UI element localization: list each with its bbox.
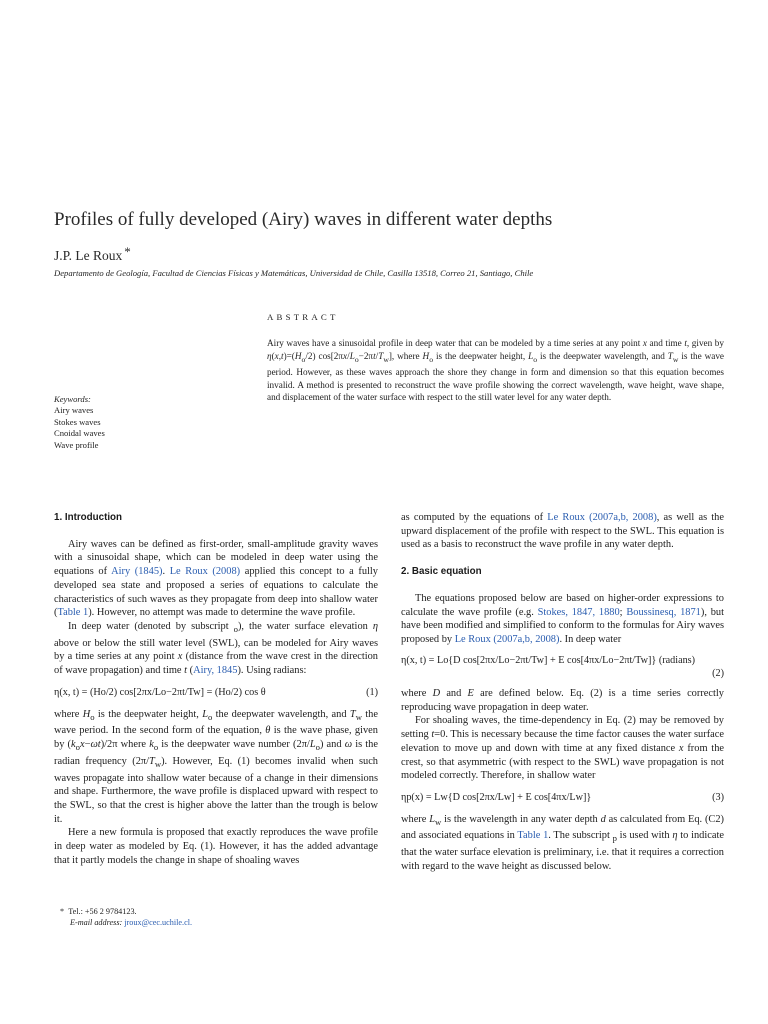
equation-3 (401, 791, 724, 805)
email-link[interactable]: jroux@cec.uchile.cl. (124, 918, 193, 927)
keywords-heading: Keywords: (54, 394, 91, 404)
keyword-item: Wave profile (54, 439, 99, 450)
keyword-item: Airy waves (54, 405, 94, 415)
citation-link[interactable]: Le Roux (2008) (169, 566, 241, 578)
citation-link[interactable]: Airy, 1845 (193, 665, 238, 677)
paragraph: where D and E are defined below. Eq. (2) is a time series correctly reproducing wave propagation in deep water. (401, 688, 724, 713)
paragraph: For shoaling waves, the time-dependency in Eq. (2) may be removed by setting t=0. This is necessary because the time factor causes the water surface elevation to move up and down with time at any fixed distance x from the crest, so that asymmetric (with respect to the SWL) wave propagation is not modeled correctly. Therefore, in shallow water (401, 715, 724, 782)
keywords-list (54, 405, 105, 451)
section-heading-basic-equation: 2. Basic equation (401, 566, 482, 578)
abstract-text: Airy waves have a sinusoidal profile in deep water that can be modeled by a time series at any point x and time t, given by $\eta(x,t)=(H_o/2)$ $\cos[2\pi x/L_o-2\pi t/T_w]$, where $H_o$ is the deepwater height, $L_o$ is the deepwater wavelength, and $T_w$ is the wave period. However, as these waves approach the shore they change in form and dimension so that this equation becomes invalid. A method is presented to reconstruct the wave profile showing the correct wavelength, wave height, wave shape, and displacement of the water surface with respect to the still water level for any water depth. (267, 338, 724, 403)
paper-title: Profiles of fully developed (Airy) waves in different water depths (54, 209, 553, 230)
footnote (60, 906, 380, 928)
equation-3-body: ηp(x) = Lw{D cos[2πx/Lw] + E cos[4πx/Lw]} (401, 791, 592, 803)
footnote-mark: * (60, 907, 69, 916)
citation-link[interactable]: Airy (1845) (111, 566, 163, 578)
paragraph: Airy waves can be defined as first-order, small-amplitude gravity waves with a sinusoidal shape, which can be modeled in deep water using the equations of Airy (1845). Le Roux (2008) applied this concept to a fully developed sea state and proposed a series of equations to calculate the characteristics of such waves as they propagate from deep into shallow water (Table 1). However, no attempt was made to determine the wave profile. (54, 538, 378, 619)
equation-2 (401, 654, 724, 668)
paragraph: Here a new formula is proposed that exactly reproduces the wave profile in deep water as modeled by Eq. (1). However, it has the added advantage that it partly models the change in shape of shoaling waves (54, 827, 378, 866)
citation-link[interactable]: Stokes, 1847, 1880 (537, 606, 620, 618)
equation-1 (54, 686, 378, 700)
right-column (401, 511, 724, 874)
citation-link[interactable]: Le Roux (2007a,b, 2008) (547, 512, 657, 523)
author-name: J.P. Le Roux (54, 248, 123, 263)
equation-2-body: η(x, t) = Lo{D cos[2πx/Lo−2πt/Tw] + E cos[4πx/Lo−2πt/Tw]} (radians) (401, 654, 696, 666)
equation-1-number: (1) (366, 686, 378, 698)
abstract-heading: ABSTRACT (267, 312, 339, 322)
citation-link[interactable]: Le Roux (2007a,b, 2008) (454, 633, 560, 645)
equation-1-body: η(x, t) = (Ho/2) cos[2πx/Lo−2πt/Tw] = (Ho/2) cos θ (54, 686, 266, 698)
table-link[interactable]: Table 1 (517, 830, 549, 842)
equation-2-number: (2) (712, 668, 724, 680)
paragraph: The equations proposed below are based on higher-order expressions to calculate the wave profile (e.g. Stokes, 1847, 1880; Boussinesq, 1871), but have been modified and simplified to conform to the formulas for Airy waves proposed by Le Roux (2007a,b, 2008). In deep water (401, 592, 724, 645)
paragraph: as computed by the equations of Le Roux (2007a,b, 2008), as well as the upward displacement of the profile with respect to the SWL. This equation is used as a basis to reconstruct the wave profile in any water depth. (401, 512, 724, 551)
table-link[interactable]: Table 1 (57, 607, 89, 619)
left-column (54, 511, 378, 867)
keyword-item: Cnoidal waves (54, 428, 105, 438)
paragraph: In deep water (denoted by subscript $_o$), the water surface elevation η above or below the still water level (SWL), can be modeled for Airy waves by a time series at any point x (distance from the wave crest in the direction of wave propagation) and time t (Airy, 1845). Using radians: (54, 620, 378, 677)
keyword-item: Stokes waves (54, 416, 101, 427)
paragraph: where $L_w$ is the wavelength in any water depth d as calculated from Eq. (C2) and associated equations in Table 1. The subscript $_p$ is used with η to indicate that the water surface elevation is preliminary, i.e. that it requires a correction with regard to the wave height as discussed below. (401, 813, 725, 872)
footnote-tel: * Tel.: +56 2 9784123. (60, 907, 137, 916)
author-footnote-mark[interactable]: * (124, 244, 131, 259)
email-label: E-mail address: (70, 918, 123, 927)
citation-link[interactable]: Boussinesq, 1871 (626, 606, 701, 618)
author-line (54, 244, 131, 264)
section-heading-introduction: 1. Introduction (54, 512, 123, 523)
footnote-email-line (60, 917, 380, 928)
equation-3-number: (3) (712, 791, 724, 803)
affiliation: Departamento de Geología, Facultad de Ciencias Físicas y Matemáticas, Universidad de Chile, Casilla 13518, Correo 21, Santiago, Chile (54, 268, 534, 278)
paragraph: where $H_o$ is the deepwater height, $L_o$ the deepwater wavelength, and $T_w$ the wave period. In the second form of the equation, θ is the wave phase, given by $(k_ox-\omega t)/2\pi$ where $k_o$ is the deepwater wave number $(2\pi/L_o)$ and ω is the radian frequency $(2\pi/T_w)$. However, Eq. (1) becomes invalid when such waves propagate into shallow water because of a change in their dimensions and shape. Furthermore, the wave profile is displaced upward with respect to the SWL, so that the crest is higher above the latter than the trough is below it. (54, 708, 378, 825)
